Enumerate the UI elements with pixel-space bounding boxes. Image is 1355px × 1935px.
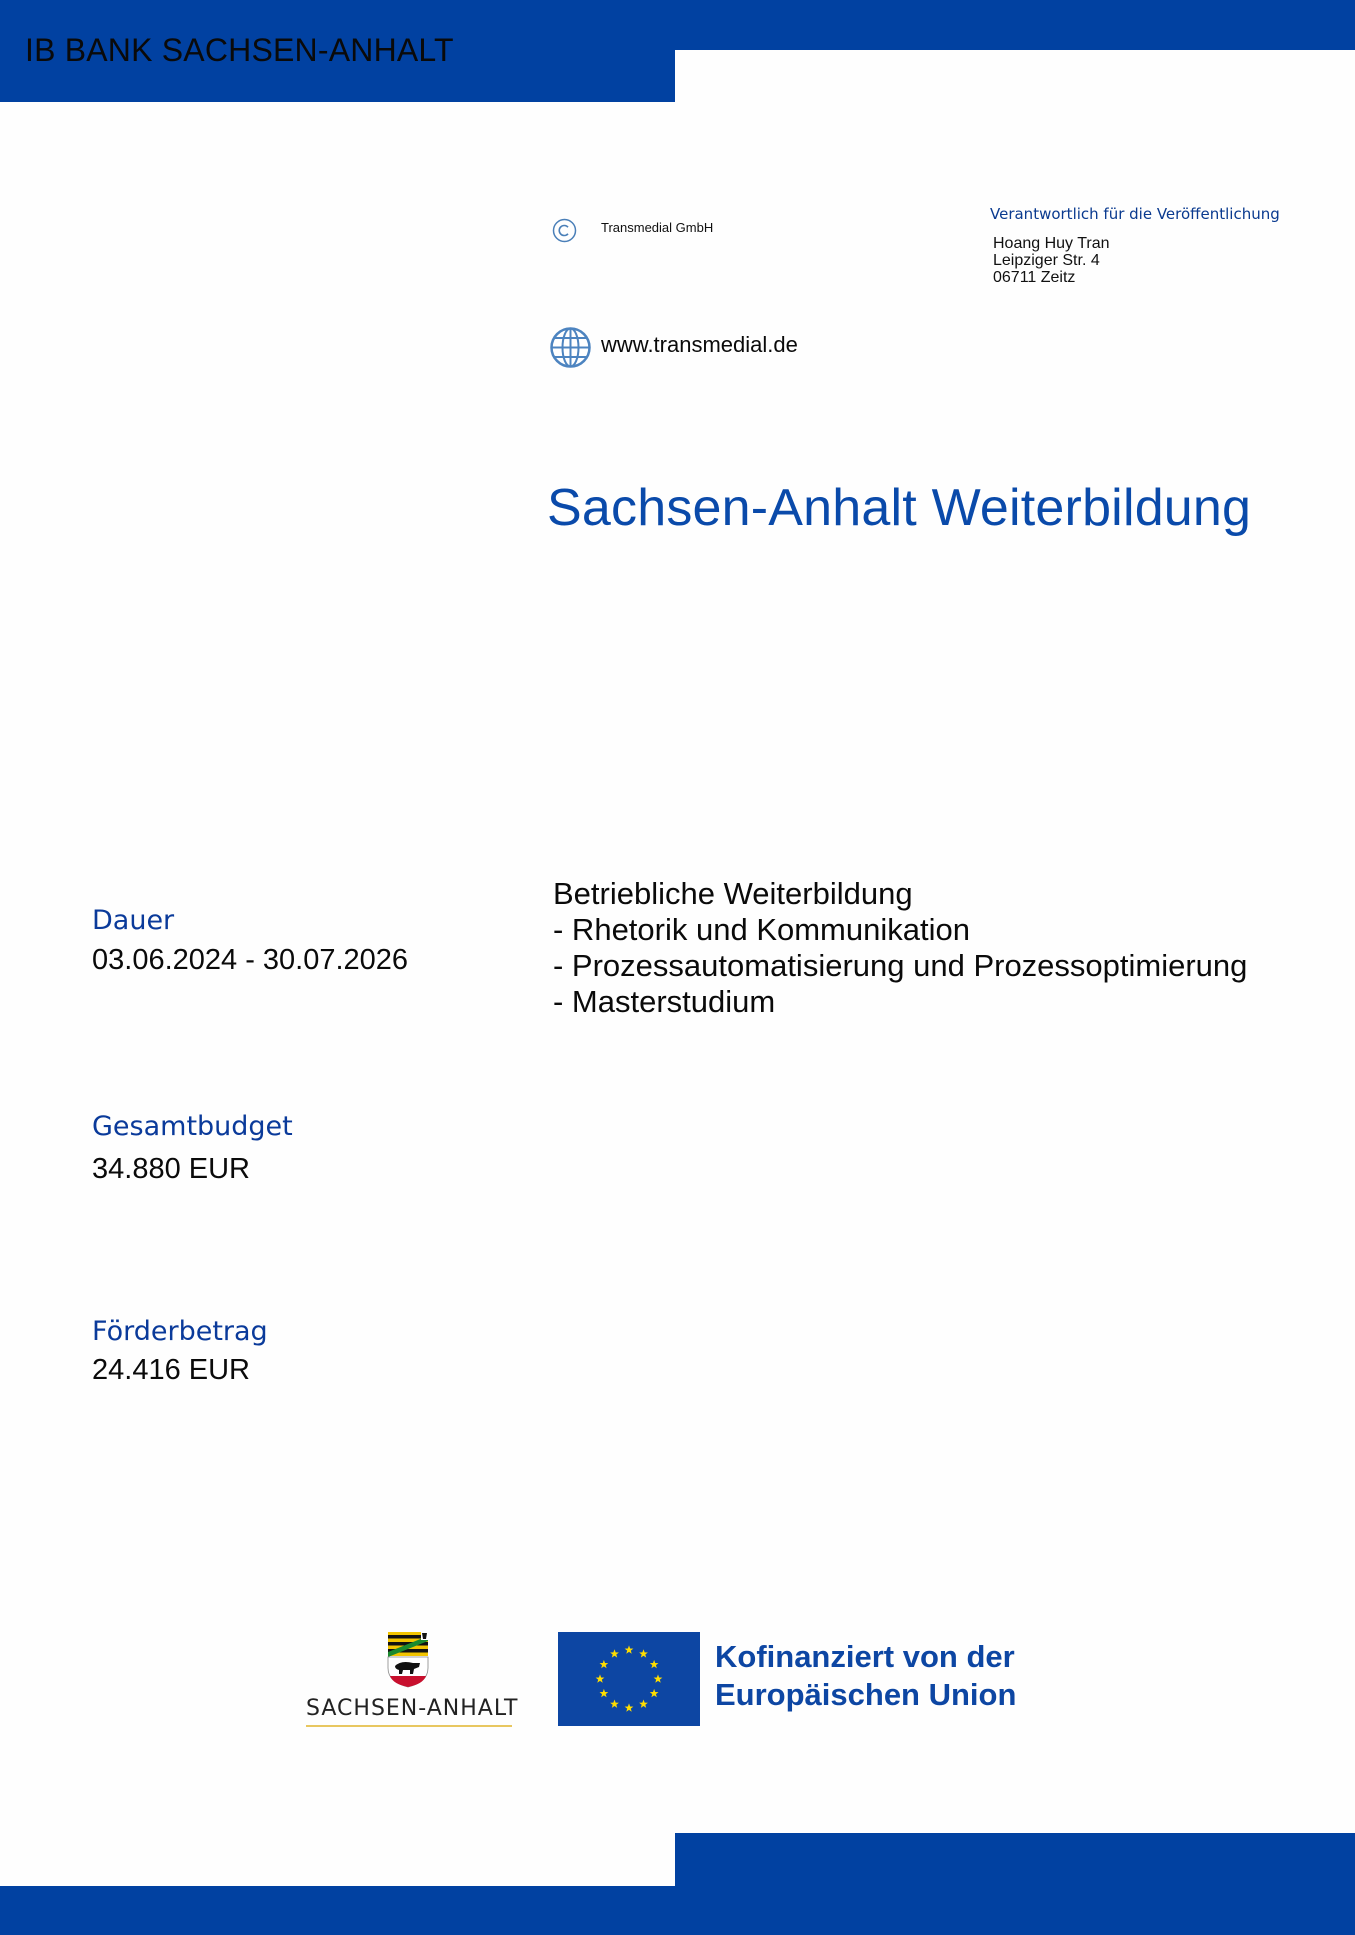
funding-value: 24.416 EUR (92, 1354, 250, 1386)
coat-of-arms-icon (383, 1630, 433, 1688)
description-line: Betriebliche Weiterbildung (553, 876, 913, 911)
copyright-holder: Transmedial GmbH (601, 220, 714, 235)
funding-label: Förderbetrag (92, 1316, 268, 1347)
eu-text-line: Kofinanziert von der (715, 1639, 1015, 1674)
budget-value: 34.880 EUR (92, 1153, 250, 1185)
eu-cofinanced-text (715, 1638, 1016, 1714)
responsible-street: Leipziger Str. 4 (993, 252, 1100, 269)
globe-icon (549, 326, 592, 369)
website-link[interactable]: www.transmedial.de (601, 332, 798, 357)
description-line: - Rhetorik und Kommunikation (553, 912, 970, 947)
project-description (553, 876, 1247, 1020)
duration-label: Dauer (92, 905, 175, 936)
duration-value: 03.06.2024 - 30.07.2026 (92, 944, 409, 976)
description-line: - Masterstudium (553, 984, 776, 1019)
description-line: - Prozessautomatisierung und Prozessoptimierung (553, 948, 1248, 983)
state-underline (306, 1725, 512, 1727)
responsible-name: Hoang Huy Tran (993, 235, 1110, 252)
responsible-city: 06711 Zeitz (993, 269, 1076, 286)
responsible-heading: Verantwortlich für die Veröffentlichung (990, 205, 1280, 223)
page-title: Sachsen-Anhalt Weiterbildung (547, 479, 1252, 537)
bank-title: IB BANK SACHSEN-ANHALT (25, 32, 454, 68)
eu-flag-icon (558, 1632, 700, 1726)
state-name: SACHSEN-ANHALT (306, 1696, 519, 1721)
budget-label: Gesamtbudget (92, 1111, 293, 1142)
footer-band (0, 1886, 1355, 1935)
eu-text-line: Europäischen Union (715, 1677, 1017, 1712)
copyright-icon (552, 218, 577, 243)
